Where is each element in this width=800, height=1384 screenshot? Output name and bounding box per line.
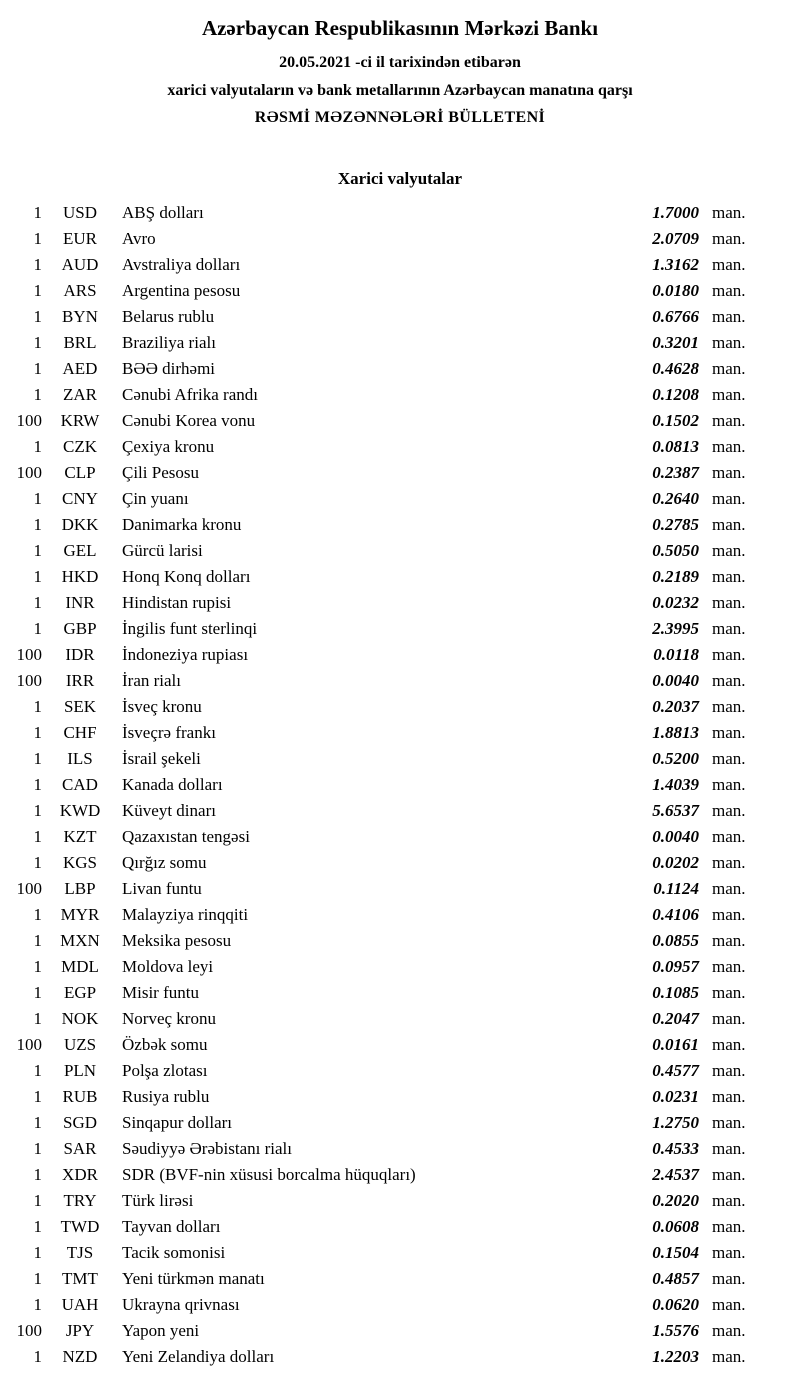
currency-code-cell: RUB <box>62 1087 98 1106</box>
currency-code-cell: BRL <box>63 333 97 352</box>
quantity-cell: 1 <box>33 593 42 612</box>
quantity-cell: 1 <box>33 567 42 586</box>
currency-code-cell: AUD <box>61 255 99 274</box>
currency-name-cell: Sinqapur dolları <box>122 1113 233 1132</box>
quantity-cell: 1 <box>33 541 42 560</box>
unit-label-cell: man. <box>712 619 746 638</box>
bulletin-header <box>0 16 800 127</box>
rate-row <box>0 1266 764 1292</box>
rate-row <box>0 434 764 460</box>
currency-code-cell: BYN <box>62 307 98 326</box>
unit-label-cell: man. <box>712 203 746 222</box>
rate-row <box>0 980 764 1006</box>
unit-label-cell: man. <box>712 723 746 742</box>
rate-row <box>0 824 764 850</box>
currency-name-cell: İsrail şekeli <box>122 749 201 768</box>
currency-name-cell: Norveç kronu <box>122 1009 216 1028</box>
currency-name-cell: Polşa zlotası <box>122 1061 208 1080</box>
quantity-cell: 1 <box>33 307 42 326</box>
rate-row <box>0 512 764 538</box>
quantity-cell: 1 <box>33 1295 42 1314</box>
unit-label-cell: man. <box>712 827 746 846</box>
currency-code-cell: PLN <box>63 1061 97 1080</box>
rate-value-cell: 0.2785 <box>652 515 699 534</box>
currency-code-cell: KGS <box>62 853 97 872</box>
rate-row <box>0 486 764 512</box>
currency-code-cell: CAD <box>62 775 98 794</box>
unit-label-cell: man. <box>712 775 746 794</box>
quantity-cell: 1 <box>33 905 42 924</box>
unit-label-cell: man. <box>712 697 746 716</box>
currency-code-cell: XDR <box>62 1165 98 1184</box>
quantity-cell: 1 <box>33 853 42 872</box>
currency-name-cell: Səudiyyə Ərəbistanı rialı <box>122 1139 292 1158</box>
currency-code-cell: EUR <box>63 229 97 248</box>
rate-value-cell: 0.2640 <box>652 489 699 508</box>
currency-name-cell: SDR (BVF-nin xüsusi borcalma hüquqları) <box>122 1165 416 1184</box>
quantity-cell: 1 <box>33 723 42 742</box>
rate-value-cell: 0.0202 <box>652 853 699 872</box>
unit-label-cell: man. <box>712 385 746 404</box>
currency-name-cell: Hindistan rupisi <box>122 593 232 612</box>
unit-label-cell: man. <box>712 489 746 508</box>
unit-label-cell: man. <box>712 879 746 898</box>
rate-row <box>0 564 764 590</box>
rate-row <box>0 1032 764 1058</box>
rate-value-cell: 0.0161 <box>652 1035 699 1054</box>
unit-label-cell: man. <box>712 1087 746 1106</box>
quantity-cell: 1 <box>33 1061 42 1080</box>
currency-name-cell: Tayvan dolları <box>122 1217 221 1236</box>
rate-row <box>0 616 764 642</box>
unit-label-cell: man. <box>712 1035 746 1054</box>
unit-label-cell: man. <box>712 333 746 352</box>
rate-value-cell: 0.4577 <box>652 1061 699 1080</box>
rate-value-cell: 0.1502 <box>652 411 699 430</box>
rate-row <box>0 1188 764 1214</box>
unit-label-cell: man. <box>712 281 746 300</box>
quantity-cell: 1 <box>33 801 42 820</box>
unit-label-cell: man. <box>712 957 746 976</box>
quantity-cell: 1 <box>33 775 42 794</box>
quantity-cell: 1 <box>33 255 42 274</box>
rate-row <box>0 1318 764 1344</box>
quantity-cell: 1 <box>33 1087 42 1106</box>
quantity-cell: 100 <box>16 411 42 430</box>
unit-label-cell: man. <box>712 1113 746 1132</box>
rate-value-cell: 1.8813 <box>652 723 699 742</box>
quantity-cell: 1 <box>33 203 42 222</box>
currency-code-cell: SGD <box>62 1113 97 1132</box>
currency-name-cell: Çin yuanı <box>122 489 189 508</box>
rate-value-cell: 0.1208 <box>652 385 699 404</box>
rate-value-cell: 2.0709 <box>652 229 699 248</box>
quantity-cell: 1 <box>33 1165 42 1184</box>
rate-value-cell: 0.2037 <box>652 697 699 716</box>
currency-code-cell: DKK <box>61 515 99 534</box>
currency-code-cell: TMT <box>62 1269 98 1288</box>
rate-value-cell: 0.4628 <box>652 359 699 378</box>
rate-row <box>0 330 764 356</box>
currency-name-cell: Cənubi Afrika randı <box>122 385 258 404</box>
rate-row <box>0 590 764 616</box>
rate-value-cell: 1.2203 <box>652 1347 699 1366</box>
rate-value-cell: 0.4533 <box>652 1139 699 1158</box>
rate-value-cell: 0.2020 <box>652 1191 699 1210</box>
rate-row <box>0 642 764 668</box>
rate-row <box>0 460 764 486</box>
rate-value-cell: 0.0231 <box>652 1087 699 1106</box>
currency-name-cell: Kanada dolları <box>122 775 223 794</box>
effective-date-line: 20.05.2021 -ci il tarixindən etibarən <box>279 54 521 71</box>
unit-label-cell: man. <box>712 437 746 456</box>
unit-label-cell: man. <box>712 853 746 872</box>
quantity-cell: 1 <box>33 385 42 404</box>
currency-code-cell: ILS <box>67 749 93 768</box>
currency-name-cell: ABŞ dolları <box>122 203 204 222</box>
currency-name-cell: Çexiya kronu <box>122 437 215 456</box>
currency-code-cell: TRY <box>63 1191 97 1210</box>
currency-name-cell: Moldova leyi <box>122 957 214 976</box>
rate-row <box>0 1214 764 1240</box>
currency-code-cell: KWD <box>59 801 101 820</box>
quantity-cell: 1 <box>33 1191 42 1210</box>
currency-name-cell: Qazaxıstan tengəsi <box>122 827 250 846</box>
rate-value-cell: 0.1124 <box>653 879 699 898</box>
currency-code-cell: USD <box>62 203 97 222</box>
quantity-cell: 1 <box>33 619 42 638</box>
currency-name-cell: Misir funtu <box>122 983 199 1002</box>
unit-label-cell: man. <box>712 307 746 326</box>
currency-code-cell: CLP <box>64 463 96 482</box>
rate-row <box>0 252 764 278</box>
rate-row <box>0 1110 764 1136</box>
currency-code-cell: MDL <box>61 957 99 976</box>
unit-label-cell: man. <box>712 1009 746 1028</box>
rate-row <box>0 876 764 902</box>
currency-code-cell: KRW <box>60 411 100 430</box>
unit-label-cell: man. <box>712 463 746 482</box>
currency-code-cell: CHF <box>63 723 97 742</box>
rate-value-cell: 0.0855 <box>652 931 699 950</box>
rate-value-cell: 0.0620 <box>652 1295 699 1314</box>
currency-name-cell: Meksika pesosu <box>122 931 232 950</box>
rate-row <box>0 902 764 928</box>
quantity-cell: 1 <box>33 437 42 456</box>
unit-label-cell: man. <box>712 411 746 430</box>
currency-name-cell: Avro <box>122 229 156 248</box>
rate-value-cell: 2.3995 <box>652 619 699 638</box>
unit-label-cell: man. <box>712 1295 746 1314</box>
currency-name-cell: Yeni türkmən manatı <box>122 1269 265 1288</box>
currency-code-cell: MXN <box>60 931 100 950</box>
quantity-cell: 1 <box>33 983 42 1002</box>
subject-line: xarici valyutaların və bank metallarının Azərbaycan manatına qarşı <box>167 82 633 99</box>
quantity-cell: 1 <box>33 1243 42 1262</box>
quantity-cell: 100 <box>16 671 42 690</box>
currency-code-cell: SAR <box>63 1139 97 1158</box>
quantity-cell: 100 <box>16 463 42 482</box>
rate-value-cell: 1.2750 <box>652 1113 699 1132</box>
unit-label-cell: man. <box>712 1139 746 1158</box>
rate-row <box>0 1162 764 1188</box>
unit-label-cell: man. <box>712 359 746 378</box>
currency-name-cell: Braziliya rialı <box>122 333 216 352</box>
bulletin-title-line: RƏSMİ MƏZƏNNƏLƏRİ BÜLLETENİ <box>254 109 546 126</box>
unit-label-cell: man. <box>712 567 746 586</box>
quantity-cell: 100 <box>16 645 42 664</box>
rate-row <box>0 408 764 434</box>
currency-code-cell: EGP <box>63 983 97 1002</box>
currency-code-cell: TWD <box>60 1217 100 1236</box>
currency-name-cell: Küveyt dinarı <box>122 801 216 820</box>
rate-row <box>0 720 764 746</box>
currency-code-cell: MYR <box>60 905 100 924</box>
unit-label-cell: man. <box>712 541 746 560</box>
rate-value-cell: 0.2387 <box>652 463 699 482</box>
rate-value-cell: 0.0118 <box>653 645 699 664</box>
unit-label-cell: man. <box>712 645 746 664</box>
rate-row <box>0 538 764 564</box>
rate-row <box>0 226 764 252</box>
currency-code-cell: NZD <box>62 1347 98 1366</box>
rate-value-cell: 0.5050 <box>652 541 699 560</box>
unit-label-cell: man. <box>712 1191 746 1210</box>
unit-label-cell: man. <box>712 749 746 768</box>
rate-row <box>0 1344 764 1370</box>
rate-row <box>0 356 764 382</box>
page-title: Azərbaycan Respublikasının Mərkəzi Bankı <box>201 16 599 40</box>
currency-code-cell: IDR <box>65 645 95 664</box>
section-title-foreign-currencies: Xarici valyutalar <box>337 169 463 188</box>
unit-label-cell: man. <box>712 1061 746 1080</box>
unit-label-cell: man. <box>712 1347 746 1366</box>
rate-row <box>0 798 764 824</box>
quantity-cell: 1 <box>33 1009 42 1028</box>
quantity-cell: 1 <box>33 359 42 378</box>
rate-value-cell: 5.6537 <box>652 801 699 820</box>
quantity-cell: 100 <box>16 1321 42 1340</box>
currency-code-cell: CZK <box>63 437 97 456</box>
rate-row <box>0 954 764 980</box>
currency-name-cell: Belarus rublu <box>122 307 215 326</box>
unit-label-cell: man. <box>712 255 746 274</box>
currency-code-cell: AED <box>62 359 98 378</box>
unit-label-cell: man. <box>712 801 746 820</box>
currency-code-cell: UZS <box>63 1035 97 1054</box>
currency-name-cell: Yapon yeni <box>122 1321 200 1340</box>
rate-value-cell: 0.1085 <box>652 983 699 1002</box>
rate-value-cell: 1.4039 <box>652 775 699 794</box>
quantity-cell: 1 <box>33 931 42 950</box>
rate-row <box>0 928 764 954</box>
quantity-cell: 1 <box>33 515 42 534</box>
rate-row <box>0 1006 764 1032</box>
unit-label-cell: man. <box>712 1243 746 1262</box>
currency-name-cell: Gürcü larisi <box>122 541 203 560</box>
rate-row <box>0 746 764 772</box>
quantity-cell: 1 <box>33 827 42 846</box>
currency-name-cell: Avstraliya dolları <box>122 255 241 274</box>
unit-label-cell: man. <box>712 1269 746 1288</box>
currency-name-cell: Çili Pesosu <box>122 463 199 482</box>
currency-name-cell: İngilis funt sterlinqi <box>122 619 258 638</box>
rate-value-cell: 0.2189 <box>652 567 699 586</box>
quantity-cell: 1 <box>33 1139 42 1158</box>
rate-value-cell: 0.6766 <box>652 307 699 326</box>
quantity-cell: 1 <box>33 229 42 248</box>
currency-code-cell: INR <box>65 593 95 612</box>
rate-row <box>0 694 764 720</box>
quantity-cell: 100 <box>16 879 42 898</box>
currency-name-cell: İndoneziya rupiası <box>122 645 249 664</box>
rate-value-cell: 1.5576 <box>652 1321 699 1340</box>
currency-name-cell: Cənubi Korea vonu <box>122 411 256 430</box>
currency-code-cell: TJS <box>66 1243 94 1262</box>
rate-value-cell: 1.7000 <box>652 203 699 222</box>
currency-name-cell: Qırğız somu <box>122 853 207 872</box>
currency-name-cell: İran rialı <box>122 671 181 690</box>
currency-name-cell: Ukrayna qrivnası <box>122 1295 240 1314</box>
rate-row <box>0 1292 764 1318</box>
currency-name-cell: Honq Konq dolları <box>122 567 251 586</box>
currency-name-cell: Türk lirəsi <box>122 1191 194 1210</box>
quantity-cell: 1 <box>33 1347 42 1366</box>
rate-value-cell: 0.0957 <box>652 957 699 976</box>
rate-row <box>0 1136 764 1162</box>
currency-code-cell: ZAR <box>63 385 97 404</box>
rate-row <box>0 382 764 408</box>
currency-name-cell: Livan funtu <box>122 879 202 898</box>
rate-value-cell: 0.2047 <box>652 1009 699 1028</box>
unit-label-cell: man. <box>712 905 746 924</box>
rate-row <box>0 668 764 694</box>
unit-label-cell: man. <box>712 671 746 690</box>
unit-label-cell: man. <box>712 593 746 612</box>
rate-row <box>0 1058 764 1084</box>
currency-code-cell: GEL <box>63 541 97 560</box>
currency-code-cell: KZT <box>63 827 97 846</box>
currency-code-cell: CNY <box>62 489 98 508</box>
rate-value-cell: 0.0232 <box>652 593 699 612</box>
currency-name-cell: Danimarka kronu <box>122 515 242 534</box>
unit-label-cell: man. <box>712 983 746 1002</box>
rate-value-cell: 0.0813 <box>652 437 699 456</box>
unit-label-cell: man. <box>712 229 746 248</box>
quantity-cell: 1 <box>33 281 42 300</box>
unit-label-cell: man. <box>712 1217 746 1236</box>
quantity-cell: 1 <box>33 1269 42 1288</box>
rate-value-cell: 0.5200 <box>652 749 699 768</box>
currency-name-cell: Argentina pesosu <box>122 281 241 300</box>
rate-value-cell: 0.4857 <box>652 1269 699 1288</box>
currency-name-cell: BƏƏ dirhəmi <box>122 359 216 378</box>
unit-label-cell: man. <box>712 515 746 534</box>
rate-value-cell: 0.1504 <box>652 1243 699 1262</box>
currency-name-cell: İsveç kronu <box>122 697 202 716</box>
quantity-cell: 1 <box>33 749 42 768</box>
rate-value-cell: 0.0180 <box>652 281 699 300</box>
currency-code-cell: IRR <box>65 671 95 690</box>
unit-label-cell: man. <box>712 931 746 950</box>
currency-name-cell: Rusiya rublu <box>122 1087 210 1106</box>
currency-name-cell: Malayziya rinqqiti <box>122 905 249 924</box>
rate-row <box>0 278 764 304</box>
rate-row <box>0 772 764 798</box>
rate-value-cell: 0.3201 <box>652 333 699 352</box>
currency-name-cell: Tacik somonisi <box>122 1243 226 1262</box>
currency-code-cell: LBP <box>64 879 96 898</box>
quantity-cell: 1 <box>33 333 42 352</box>
unit-label-cell: man. <box>712 1165 746 1184</box>
currency-code-cell: UAH <box>61 1295 99 1314</box>
rates-table <box>0 200 800 1384</box>
quantity-cell: 100 <box>16 1035 42 1054</box>
rate-row <box>0 304 764 330</box>
rate-value-cell: 0.0608 <box>652 1217 699 1236</box>
currency-name-cell: Yeni Zelandiya dolları <box>122 1347 275 1366</box>
currency-name-cell: İsveçrə frankı <box>122 723 216 742</box>
currency-code-cell: NOK <box>61 1009 99 1028</box>
currency-code-cell: ARS <box>63 281 97 300</box>
rate-row <box>0 850 764 876</box>
quantity-cell: 1 <box>33 957 42 976</box>
rate-value-cell: 0.4106 <box>652 905 699 924</box>
currency-name-cell: Özbək somu <box>122 1035 208 1054</box>
quantity-cell: 1 <box>33 1113 42 1132</box>
quantity-cell: 1 <box>33 489 42 508</box>
unit-label-cell: man. <box>712 1321 746 1340</box>
rate-value-cell: 0.0040 <box>652 827 699 846</box>
rate-row <box>0 1084 764 1110</box>
currency-code-cell: SEK <box>63 697 97 716</box>
currency-code-cell: HKD <box>61 567 99 586</box>
quantity-cell: 1 <box>33 697 42 716</box>
currency-code-cell: GBP <box>63 619 97 638</box>
rate-value-cell: 1.3162 <box>652 255 699 274</box>
rate-row <box>0 1240 764 1266</box>
rate-row <box>0 200 764 226</box>
rate-value-cell: 2.4537 <box>652 1165 699 1184</box>
currency-code-cell: JPY <box>65 1321 95 1340</box>
quantity-cell: 1 <box>33 1217 42 1236</box>
rate-value-cell: 0.0040 <box>652 671 699 690</box>
